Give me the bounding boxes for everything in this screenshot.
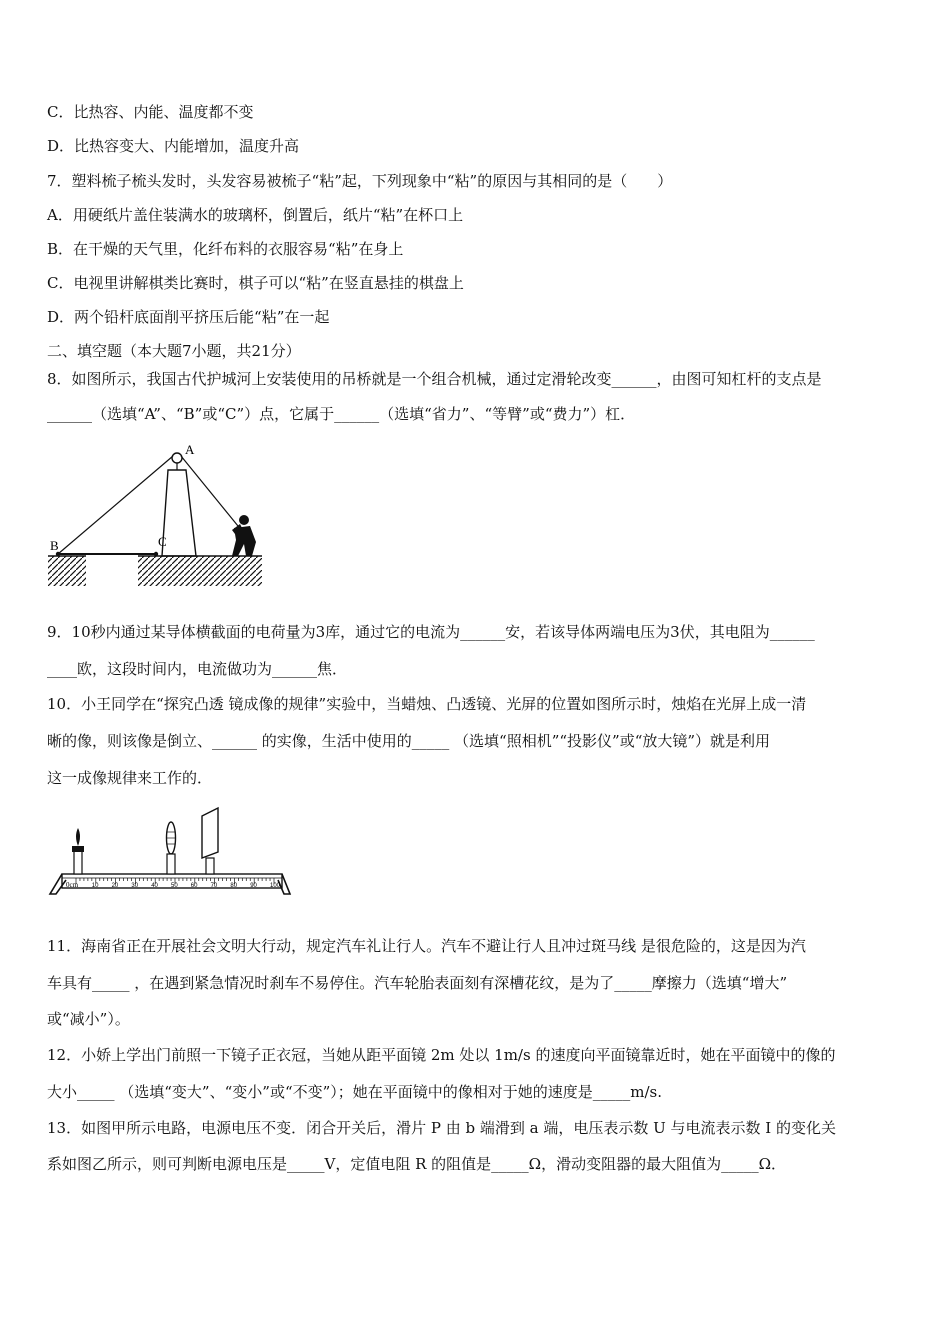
option-7d: D．两个铅杆底面削平挤压后能“粘”在一起: [47, 308, 330, 326]
section-heading: 二、填空题（本大题7小题，共21分）: [47, 342, 301, 360]
option-7c: C．电视里讲解棋类比赛时，棋子可以“粘”在竖直悬挂的棋盘上: [47, 274, 464, 292]
option-6c: C．比热容、内能、温度都不变: [47, 103, 254, 121]
question-12-line2: 大小_____ （选填“变大”、“变小”或“不变”）；她在平面镜中的像相对于她的速度是_____m/s.: [47, 1083, 663, 1101]
question-9-line1: 9．10秒内通过某导体横截面的电荷量为3库，通过它的电流为______安，若该导体两端电压为3伏，其电阻为______: [47, 623, 815, 641]
question-13-line2: 系如图乙所示，则可判断电源电压是_____V，定值电阻 R 的阻值是_____Ω，滑动变阻器的最大阻值为_____Ω．: [47, 1155, 787, 1173]
scale-tick-label: 50: [171, 883, 178, 889]
scale-tick-label: 70: [210, 883, 218, 889]
scale-tick-label: 40: [151, 883, 158, 889]
question-11-line2: 车具有_____ ，在遇到紧急情况时刹车不易停住。汽车轮胎表面刻有深槽花纹，是为了_____摩擦力（选填“增大”: [47, 974, 788, 992]
option-7a: A．用硬纸片盖住装满水的玻璃杯，倒置后，纸片“粘”在杯口上: [47, 206, 464, 224]
rope-to-bridge: [58, 456, 173, 554]
rope-to-worker: [181, 456, 238, 526]
option-6d: D．比热容变大、内能增加，温度升高: [47, 137, 300, 155]
label-a: A: [185, 442, 195, 457]
right-ground: [138, 556, 262, 586]
scale-tick-label: 20: [111, 883, 119, 889]
scale-tick-label: 100: [270, 883, 281, 889]
question-9-line2: ____欧，这段时间内，电流做功为______焦．: [47, 660, 348, 678]
tower: [162, 470, 196, 556]
option-7b: B．在干燥的天气里，化纤布料的衣服容易“粘”在身上: [47, 240, 404, 258]
scale-tick-label: 10: [91, 883, 99, 889]
question-13-line1: 13．如图甲所示电路，电源电压不变．闭合开关后，滑片 P 由 b 端滑到 a 端，电压表示数 U 与电流表示数 I 的变化关: [47, 1119, 836, 1137]
question-7: 7．塑料梳子梳头发时，头发容易被梳子“粘”起，下列现象中“粘”的原因与其相同的是（ ）: [47, 172, 673, 190]
question-10-line1: 10．小王同学在“探究凸透 镜成像的规律”实验中，当蜡烛、凸透镜、光屏的位置如图所示时，烛焰在光屏上成一清: [47, 695, 807, 713]
candle-icon: [72, 828, 84, 874]
question-10-line3: 这一成像规律来工作的．: [47, 769, 213, 787]
question-12-line1: 12．小娇上学出门前照一下镜子正衣冠，当她从距平面镜 2m 处以 1m/s 的速度向平面镜靠近时，她在平面镜中的像的: [47, 1046, 836, 1064]
label-b: B: [50, 538, 59, 553]
question-11-line3: 或“减小”）。: [47, 1010, 130, 1028]
left-ground: [48, 556, 86, 586]
scale-start-label: 0cm: [66, 881, 79, 889]
convex-lens-icon: [167, 822, 176, 874]
pulley-icon: [172, 453, 182, 463]
scale-tick-label: 60: [190, 883, 198, 889]
light-screen-icon: [202, 808, 218, 874]
optical-bench-figure: [44, 800, 294, 900]
scale-tick-label: 90: [250, 883, 257, 889]
question-10-line2: 晰的像，则该像是倒立、______ 的实像，生活中使用的_____ （选填“照相机”“投影仪”或“放大镜”）就是利用: [47, 732, 771, 750]
question-8-line1: 8．如图所示，我国古代护城河上安装使用的吊桥就是一个组合机械，通过定滑轮改变______，由图可知杠杆的支点是: [47, 370, 822, 388]
question-8-line2: ______（选填“A”、“B”或“C”）点，它属于______（选填“省力”、“等臂”或“费力”）杠．: [47, 405, 636, 423]
scale-tick-label: 30: [131, 883, 139, 889]
worker-icon: [232, 515, 256, 556]
label-c: C: [158, 534, 167, 549]
question-11-line1: 11．海南省正在开展社会文明大行动，规定汽车礼让行人。汽车不避让行人且冲过斑马线 是很危险的，这是因为汽: [47, 937, 806, 955]
scale-tick-label: 80: [230, 883, 238, 889]
drawbridge-figure: [46, 438, 266, 590]
